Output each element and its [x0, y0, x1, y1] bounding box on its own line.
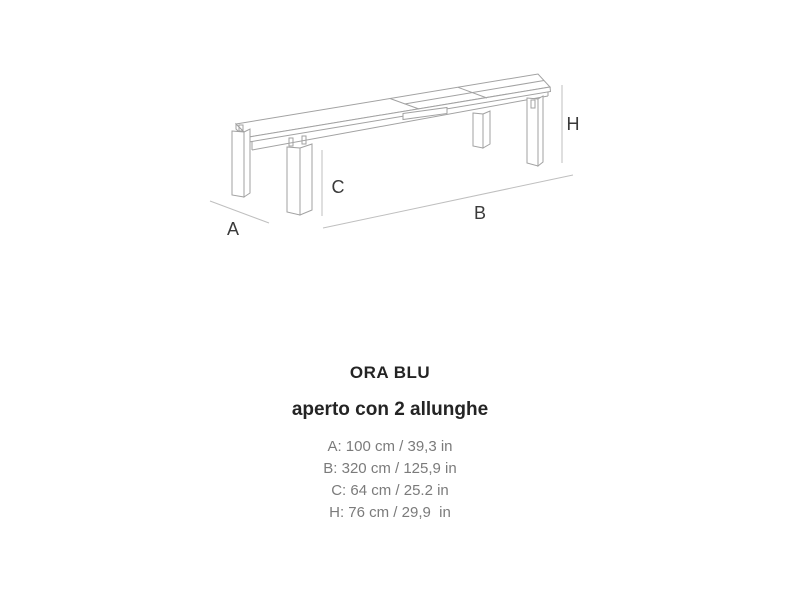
dimension-label-c: C [331, 177, 345, 197]
dimension-text-b: B: 320 cm / 125,9 in [323, 460, 457, 477]
table-top [236, 74, 551, 142]
product-title: ORA BLU [349, 363, 431, 382]
table-leg-front-left [287, 136, 312, 215]
dimension-line-length-b [323, 175, 573, 228]
dimension-label-b: B [473, 203, 487, 223]
table-leg-middle [473, 111, 490, 148]
dimension-list [0, 436, 780, 524]
dimension-line-depth-a [210, 201, 269, 223]
dimension-text-h: H: 76 cm / 29,9 in [329, 504, 451, 521]
dimension-text-c: C: 64 cm / 25.2 in [331, 482, 449, 499]
dimension-label-a: A [226, 219, 240, 239]
table-leg-back-left [232, 125, 250, 197]
product-subtitle: aperto con 2 allunghe [291, 399, 489, 420]
table-leg-front-right [527, 96, 543, 166]
dimension-label-h: H [566, 114, 580, 134]
dimension-text-a: A: 100 cm / 39,3 in [327, 438, 453, 455]
